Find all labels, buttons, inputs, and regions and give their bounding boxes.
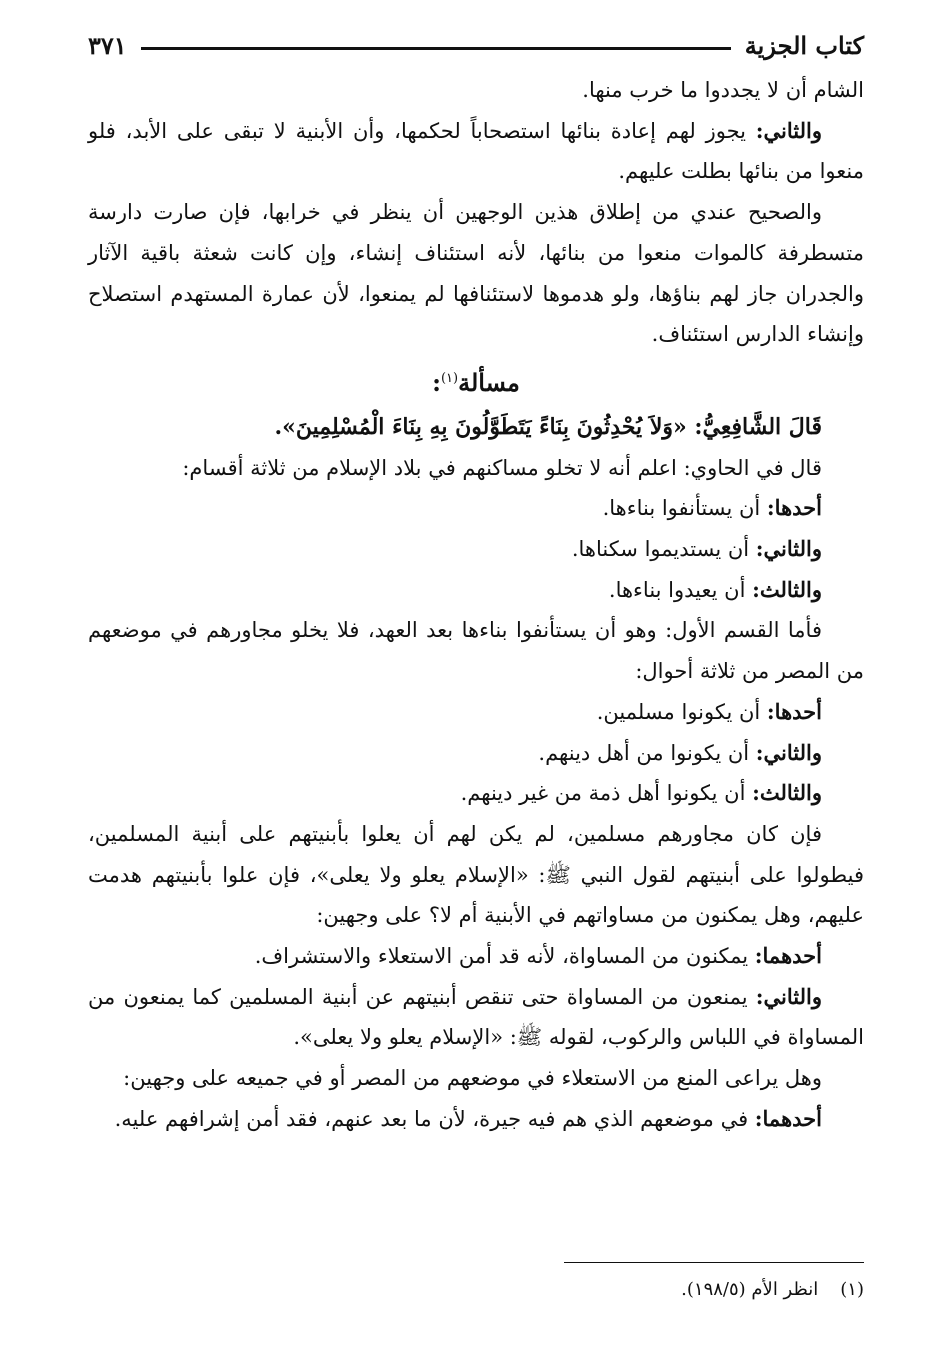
item-text: في موضعهم الذي هم فيه جيرة، لأن ما بعد عنهم، فقد أمن إشرافهم عليه. xyxy=(114,1106,755,1131)
body-paragraph: فإن كان مجاورهم مسلمين، لم يكن لهم أن يعلوا بأبنيتهم على أبنية المسلمين، فيطولوا على أبنيتهم لقول النبي ﷺ: «الإسلام يعلو ولا يعلى»، فإن علوا بأبنيتهم هدمت عليهم، وهل يمكنون من مساواتهم في الأبنية أم لا؟ على وجهين: xyxy=(88,821,864,928)
chapter-title: كتاب الجزية xyxy=(744,30,864,60)
heading-text: مسألة xyxy=(458,367,520,397)
enumerated-paragraph xyxy=(88,936,864,977)
page-body xyxy=(88,70,864,1140)
enumerated-paragraph xyxy=(88,692,864,733)
item-text: أن يستديموا سكناها. xyxy=(571,537,756,562)
header-rule xyxy=(141,47,731,50)
item-text: أن يكونوا مسلمين. xyxy=(596,699,767,724)
item-text: يجوز لهم إعادة بنائها استصحاباً لحكمها، وأن الأبنية لا تبقى على الأبد، فلو منعوا من بنائها بطلت عليهم. xyxy=(88,118,864,184)
item-text: أن يكونوا من أهل دينهم. xyxy=(538,740,756,765)
body-paragraph: وهل يراعى المنع من الاستعلاء في موضعهم من المصر أو في جميعه على وجهين: xyxy=(123,1066,822,1091)
page-number: ٣٧١ xyxy=(88,30,127,60)
footnote-text: انظر الأم (١٩٨/٥). xyxy=(681,1279,819,1300)
enumerated-paragraph xyxy=(88,570,864,611)
quoted-text: قَالَ الشَّافِعِيُّ: «وَلاَ يُحْدِثُونَ بِنَاءً يَتَطَوَّلُونَ بِهِ بِنَاءَ الْمُسْلِمِينَ». xyxy=(274,413,822,440)
item-label: أحدهما: xyxy=(754,943,822,969)
footnote xyxy=(681,1275,864,1305)
enumerated-paragraph xyxy=(88,529,864,570)
footnote-marker: (١) xyxy=(840,1279,864,1300)
item-label: والثاني: xyxy=(755,983,822,1009)
item-label: والثاني: xyxy=(755,739,822,765)
footnote-separator xyxy=(564,1262,864,1263)
section-heading xyxy=(88,355,864,407)
enumerated-paragraph xyxy=(88,773,864,814)
item-label: أحدها: xyxy=(766,698,822,724)
item-label: والثالث: xyxy=(752,576,822,602)
enumerated-paragraph xyxy=(88,111,864,192)
item-label: والثاني: xyxy=(755,117,822,143)
enumerated-paragraph xyxy=(88,1099,864,1140)
footnote-reference: (١) xyxy=(440,370,459,386)
item-text: أن يكونوا أهل ذمة من غير دينهم. xyxy=(460,781,753,806)
item-text: يمكنون من المساواة، لأنه قد أمن الاستعلاء والاستشراف. xyxy=(254,944,755,969)
running-header xyxy=(88,20,864,70)
heading-colon: : xyxy=(432,367,441,397)
item-text: أن يعيدوا بناءها. xyxy=(608,577,753,602)
enumerated-paragraph xyxy=(88,977,864,1058)
item-text: يمنعون من المساواة حتى تنقص أبنيتهم عن أبنية المسلمين كما يمنعون من المساواة في اللباس والركوب، لقوله ﷺ: «الإسلام يعلو ولا يعلى». xyxy=(88,984,864,1050)
item-label: أحدها: xyxy=(766,495,822,521)
body-paragraph: فأما القسم الأول: وهو أن يستأنفوا بناءها بعد العهد، فلا يخلو مجاورهم في موضعهم من المصر من ثلاثة أحوال: xyxy=(88,618,864,684)
body-paragraph: الشام أن لا يجددوا ما خرب منها. xyxy=(582,78,864,102)
item-label: والثاني: xyxy=(755,536,822,562)
body-paragraph: قال في الحاوي: اعلم أنه لا تخلو مساكنهم في بلاد الإسلام من ثلاثة أقسام: xyxy=(182,455,822,480)
enumerated-paragraph xyxy=(88,488,864,529)
item-label: والثالث: xyxy=(752,780,822,806)
item-label: أحدهما: xyxy=(754,1105,822,1131)
enumerated-paragraph xyxy=(88,733,864,774)
item-text: أن يستأنفوا بناءها. xyxy=(602,496,767,521)
body-paragraph: والصحيح عندي من إطلاق هذين الوجهين أن ينظر في خرابها، فإن صارت دارسة متسطرفة كالموات منعوا من بنائها، لأنه استئناف إنشاء، وإن كانت شعثة باقية الآثار والجدران جاز لهم بناؤها، ولو هدموها لاستئنافها لم يمنعوا، لأن عمارة المستهدم استصلاح وإنشاء الدارس استئناف. xyxy=(88,200,864,347)
